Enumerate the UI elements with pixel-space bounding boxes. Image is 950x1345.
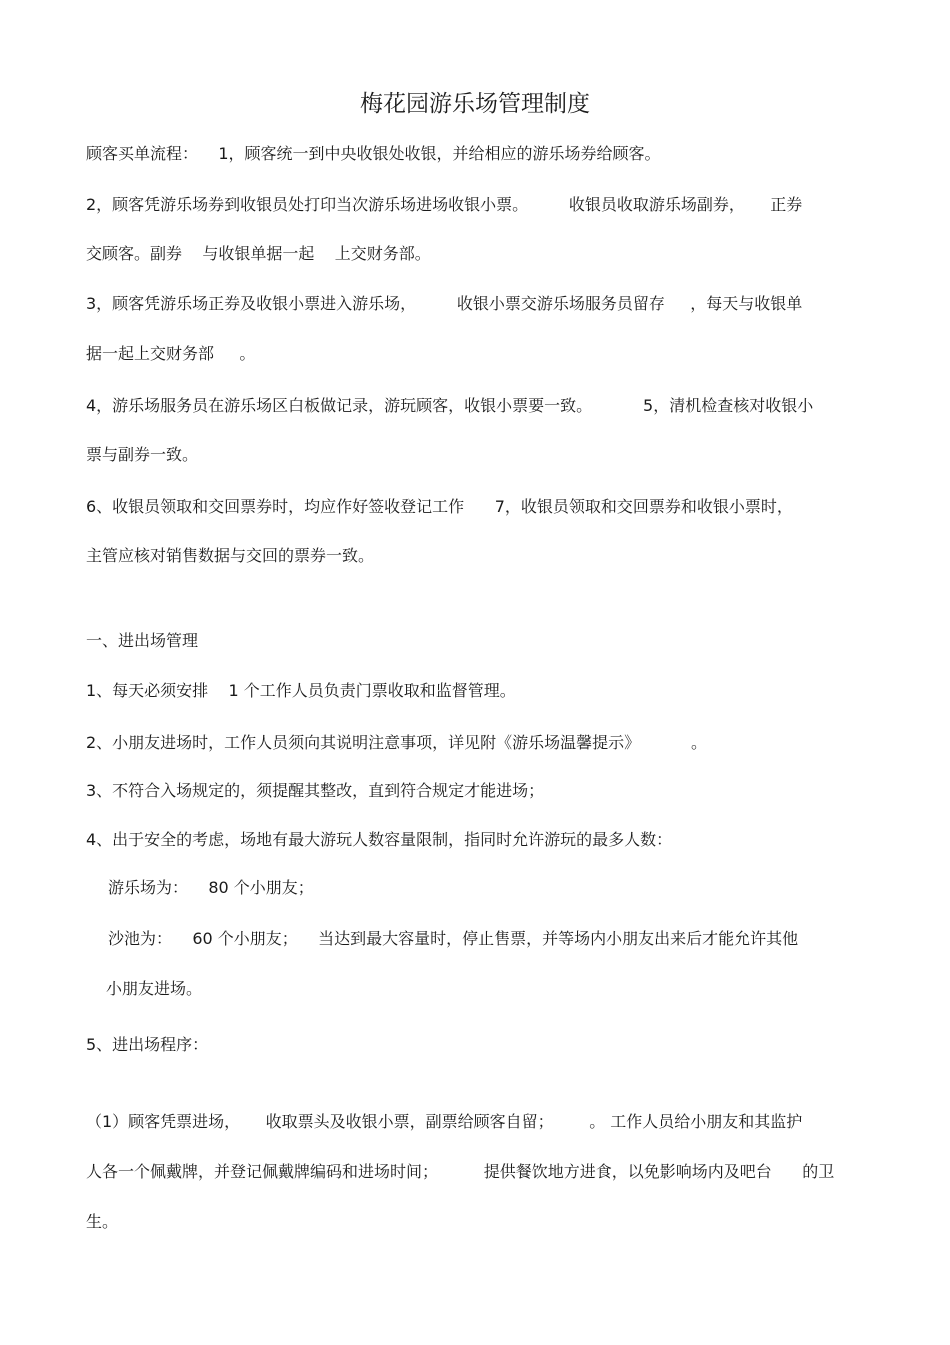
list-subitem: 游乐场为： 80 个小朋友；: [108, 878, 314, 897]
list-item: 3、不符合入场规定的，须提醒其整改，直到符合规定才能进场；: [86, 781, 545, 800]
paragraph-line: 顾客买单流程： 1，顾客统一到中央收银处收银，并给相应的游乐场券给顾客。: [86, 144, 661, 163]
paragraph-line: 3，顾客凭游乐场正券及收银小票进入游乐场， 收银小票交游乐场服务员留存 ，每天与收银单: [86, 294, 803, 313]
paragraph-line: 生。: [86, 1212, 119, 1231]
paragraph-line: （1）顾客凭票进场， 收取票头及收银小票，副票给顾客自留； 。 工作人员给小朋友和其监护: [86, 1112, 803, 1131]
paragraph-line: 4，游乐场服务员在游乐场区白板做记录，游玩顾客，收银小票要一致。 5，清机检查核对收银小: [86, 396, 814, 415]
section-heading: 一、进出场管理: [86, 631, 199, 650]
list-item: 5、进出场程序：: [86, 1035, 209, 1054]
list-item: 4、出于安全的考虑，场地有最大游玩人数容量限制，指同时允许游玩的最多人数：: [86, 830, 673, 849]
list-subitem: 小朋友进场。: [106, 979, 203, 998]
paragraph-line: 据一起上交财务部 。: [86, 344, 256, 363]
paragraph-line: 2，顾客凭游乐场券到收银员处打印当次游乐场进场收银小票。 收银员收取游乐场副券， 正券: [86, 195, 803, 214]
paragraph-line: 交顾客。副券 与收银单据一起 上交财务部。: [86, 244, 431, 263]
paragraph-line: 人各一个佩戴牌，并登记佩戴牌编码和进场时间； 提供餐饮地方进食，以免影响场内及吧台 的卫: [86, 1162, 835, 1181]
page-title: 梅花园游乐场管理制度: [360, 91, 590, 117]
list-item: 2、小朋友进场时，工作人员须向其说明注意事项，详见附《游乐场温馨提示》 。: [86, 733, 708, 752]
paragraph-line: 主管应核对销售数据与交回的票券一致。: [86, 546, 375, 565]
list-subitem: 沙池为： 60 个小朋友； 当达到最大容量时，停止售票，并等场内小朋友出来后才能允许其他: [108, 929, 799, 948]
paragraph-line: 6、收银员领取和交回票券时，均应作好签收登记工作 7，收银员领取和交回票券和收银小票时，: [86, 497, 793, 516]
list-item: 1、每天必须安排 1 个工作人员负责门票收取和监督管理。: [86, 681, 516, 700]
paragraph-line: 票与副券一致。: [86, 445, 199, 464]
